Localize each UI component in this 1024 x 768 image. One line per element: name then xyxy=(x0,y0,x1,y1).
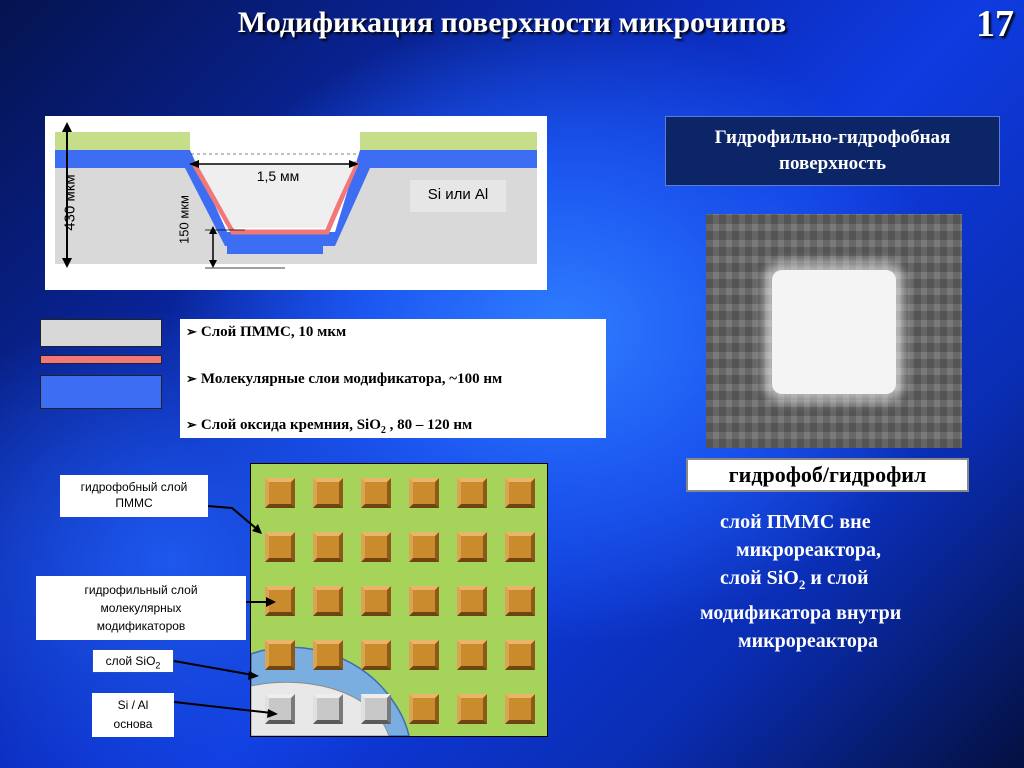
cross-section-diagram xyxy=(45,116,547,290)
cross-section-svg xyxy=(45,116,547,290)
slide-title: Модификация поверхности микрочипов xyxy=(237,6,787,39)
microreactor-cell xyxy=(505,478,535,508)
microreactor-cell xyxy=(457,532,487,562)
microreactor-cell xyxy=(313,694,343,724)
microreactor-cell xyxy=(265,478,295,508)
dim-width-label: 1,5 мм xyxy=(256,168,300,184)
microreactor-cell xyxy=(361,694,391,724)
label-base: Si / Al основа xyxy=(92,693,174,737)
microreactor-cell xyxy=(505,640,535,670)
microreactor-array xyxy=(250,463,548,737)
microreactor-cell xyxy=(313,640,343,670)
right-description: слой ПММС вне микрореактора, слой SiO$_2$ и слой модификатора внутри микрореактора xyxy=(700,511,902,652)
pmms-layer-left xyxy=(55,132,190,150)
microreactor-cell xyxy=(409,694,439,724)
surface-micrograph xyxy=(706,214,962,448)
microreactor-cell xyxy=(313,478,343,508)
microreactor-cell xyxy=(409,640,439,670)
legend-swatch-modifier xyxy=(40,355,162,364)
microreactor-cell xyxy=(457,640,487,670)
label-modifier: гидрофильный слой молекулярных модификаторов xyxy=(36,576,246,640)
microreactor-cell xyxy=(409,586,439,616)
pmms-layer-right xyxy=(360,132,537,150)
legend-swatch-oxide xyxy=(40,375,162,409)
hydrophilic-spot xyxy=(772,270,896,394)
dim-depth-label: 150 мкм xyxy=(176,195,192,244)
microreactor-cell xyxy=(361,532,391,562)
microreactor-cell xyxy=(361,478,391,508)
microreactor-cell xyxy=(361,640,391,670)
microreactor-cell xyxy=(313,586,343,616)
microreactor-cell xyxy=(409,478,439,508)
microreactor-cell xyxy=(457,478,487,508)
microreactor-cell xyxy=(265,532,295,562)
legend-box xyxy=(180,319,606,438)
pointer-arrow-sio2 xyxy=(174,661,253,675)
microreactor-cell xyxy=(457,694,487,724)
arrow-bullet-icon: ➢ xyxy=(186,371,197,386)
legend-item-oxide: ➢ Слой оксида кремния, SiO$_2$ , 80 – 120 нм xyxy=(186,417,473,436)
dim-total-label: 430 мкм xyxy=(61,174,79,231)
micrograph-caption: гидрофоб/гидрофил xyxy=(686,458,969,492)
legend-swatch-pmms xyxy=(40,319,162,347)
arrow-bullet-icon: ➢ xyxy=(186,417,197,432)
microreactor-cell xyxy=(409,532,439,562)
microreactor-cell xyxy=(313,532,343,562)
microreactor-cell xyxy=(505,694,535,724)
microreactor-cell xyxy=(361,586,391,616)
right-heading: Гидрофильно-гидрофобная поверхность xyxy=(665,116,1000,186)
slide-number: 17 xyxy=(976,3,1014,45)
legend-item-pmms: ➢ Слой ПММС, 10 мкм xyxy=(186,324,347,340)
oxide-bottom-pad xyxy=(227,246,323,254)
microreactor-cell xyxy=(265,694,295,724)
microreactor-cell xyxy=(505,586,535,616)
label-pmms: гидрофобный слой ПММС xyxy=(60,475,208,517)
substrate-label: Si или Al xyxy=(427,186,489,203)
microreactor-cell xyxy=(265,586,295,616)
legend-item-modifier: ➢ Молекулярные слои модификатора, ~100 нм xyxy=(186,371,503,387)
array-layers-svg xyxy=(251,464,547,736)
microreactor-cell xyxy=(457,586,487,616)
label-sio2: слой SiO$_2$ xyxy=(92,649,174,673)
microreactor-cell xyxy=(505,532,535,562)
microreactor-cell xyxy=(265,640,295,670)
arrow-bullet-icon: ➢ xyxy=(186,324,197,339)
